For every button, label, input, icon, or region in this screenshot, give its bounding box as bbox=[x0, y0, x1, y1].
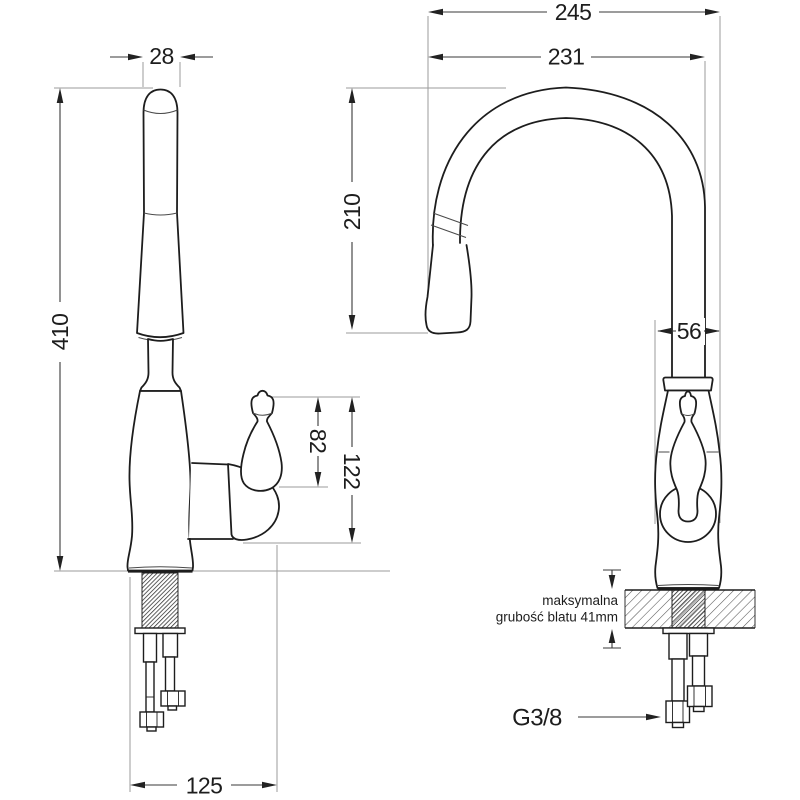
dim-handle-rise-label: 82 bbox=[305, 428, 331, 454]
dim-body-width bbox=[657, 318, 720, 345]
dim-body-width-label: 56 bbox=[676, 318, 702, 344]
dim-base-reach bbox=[130, 773, 277, 799]
thread-label: G3/8 bbox=[512, 704, 562, 732]
counter-note-line2: grubość blatu 41mm bbox=[495, 609, 618, 625]
dim-reach-total bbox=[428, 0, 720, 25]
front-collar bbox=[663, 378, 712, 391]
dim-handle-drop-label: 122 bbox=[339, 452, 365, 490]
side-lever-handle bbox=[241, 391, 282, 491]
faucet-side-view bbox=[127, 90, 281, 732]
countertop-section bbox=[625, 590, 755, 728]
front-gooseneck-outer bbox=[433, 88, 705, 378]
dim-total-height bbox=[47, 88, 73, 571]
dim-reach-spout-label: 231 bbox=[547, 43, 585, 70]
side-threaded-stud bbox=[142, 573, 178, 628]
dim-spout-height-label: 210 bbox=[339, 193, 365, 231]
side-mounting-hardware bbox=[140, 634, 185, 732]
dim-reach-total-label: 245 bbox=[554, 0, 592, 25]
dim-spout-height bbox=[339, 88, 365, 330]
dim-handle-drop bbox=[339, 397, 365, 543]
side-mounting-flange bbox=[135, 628, 185, 634]
dim-total-height-label: 410 bbox=[47, 313, 73, 351]
front-supply-hoses bbox=[666, 634, 712, 728]
dim-handle-rise bbox=[305, 397, 331, 487]
dim-base-reach-label: 125 bbox=[185, 772, 223, 799]
dim-reach-spout bbox=[428, 44, 705, 70]
side-neck-outline bbox=[140, 339, 181, 391]
dim-spout-width-label: 28 bbox=[149, 43, 174, 69]
thread-callout bbox=[512, 705, 661, 732]
front-gooseneck-inner bbox=[460, 118, 672, 377]
counter-note-line1: maksymalna bbox=[542, 593, 618, 608]
side-body-outline bbox=[127, 391, 193, 571]
front-threaded-stud bbox=[672, 590, 705, 628]
front-mounting-flange bbox=[663, 628, 714, 634]
side-arm-fill bbox=[189, 465, 233, 539]
dim-spout-width bbox=[110, 43, 213, 69]
dim-counter-thickness bbox=[496, 570, 621, 648]
